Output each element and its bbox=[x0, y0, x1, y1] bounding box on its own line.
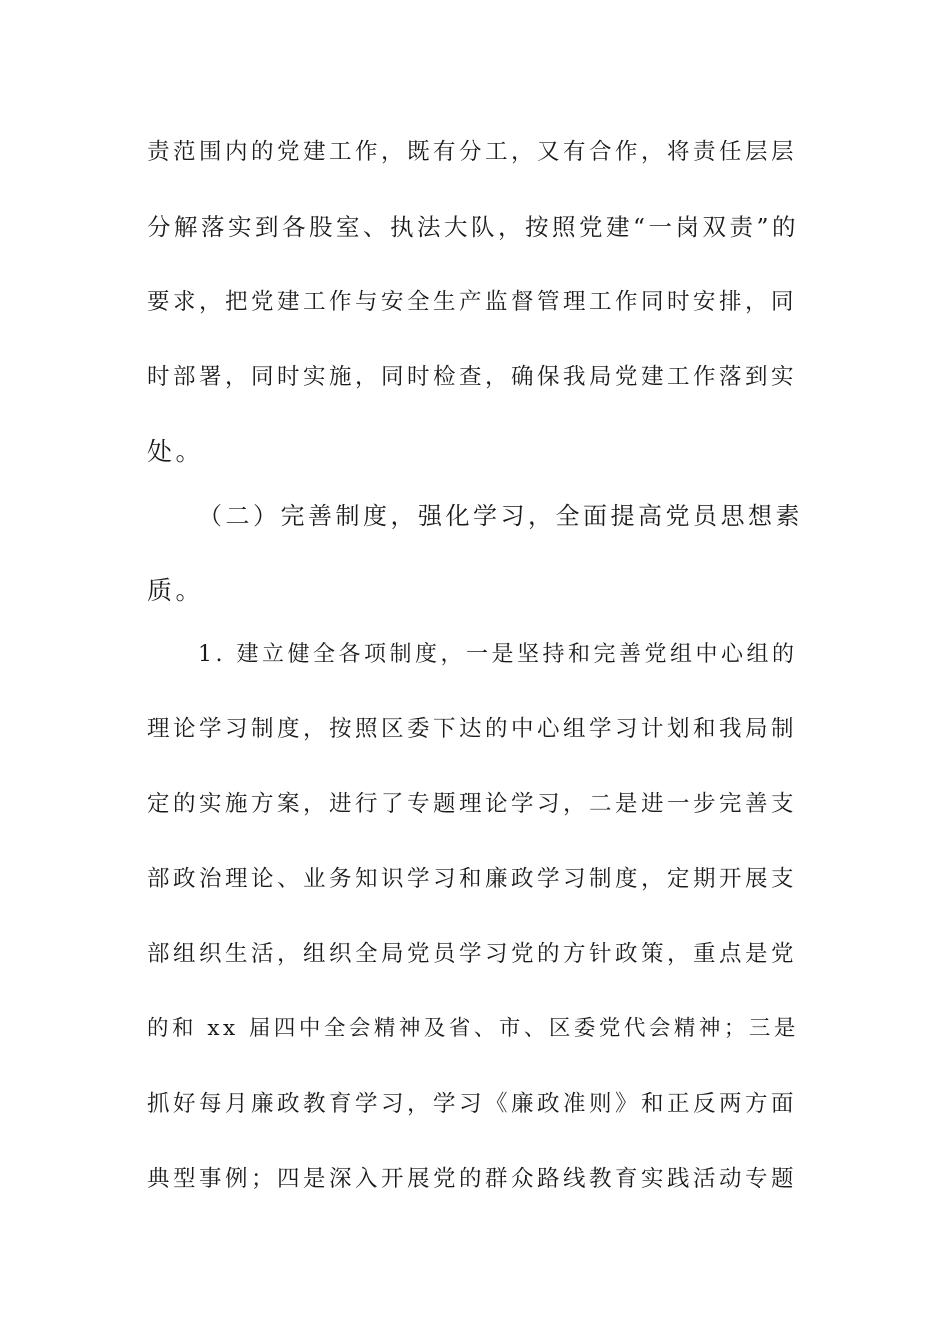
body-text-line: 的和 xx 届四中全会精神及省、市、区委党代会精神；三是 bbox=[147, 1016, 799, 1041]
section-heading-continuation: 质。 bbox=[147, 576, 205, 605]
body-text-line: 理论学习制度，按照区委下达的中心组学习计划和我局制 bbox=[147, 716, 798, 742]
body-text-line: 典型事例；四是深入开展党的群众路线教育实践活动专题 bbox=[147, 1166, 798, 1192]
body-text-line: 部组织生活，组织全局党员学习党的方针政策，重点是党 bbox=[147, 941, 798, 967]
body-text-line: 要求，把党建工作与安全生产监督管理工作同时安排，同 bbox=[147, 289, 798, 315]
section-heading: （二）完善制度，强化学习，全面提高党员思想素 bbox=[198, 502, 803, 530]
body-text-line: 责范围内的党建工作，既有分工，又有合作，将责任层层 bbox=[147, 139, 798, 165]
body-text-line: 部政治理论、业务知识学习和廉政学习制度，定期开展支 bbox=[147, 866, 798, 892]
body-text-line: 时部署，同时实施，同时检查，确保我局党建工作落到实 bbox=[147, 364, 798, 390]
body-text-line: 处。 bbox=[147, 437, 205, 466]
numbered-item-start: 1. 建立健全各项制度，一是坚持和完善党组中心组的 bbox=[198, 642, 798, 667]
body-text-line: 分解落实到各股室、执法大队，按照党建“一岗双责”的 bbox=[147, 213, 800, 241]
body-text-line: 定的实施方案，进行了专题理论学习，二是进一步完善支 bbox=[147, 791, 798, 817]
body-text-line: 抓好每月廉政教育学习，学习《廉政准则》和正反两方面 bbox=[147, 1091, 798, 1117]
